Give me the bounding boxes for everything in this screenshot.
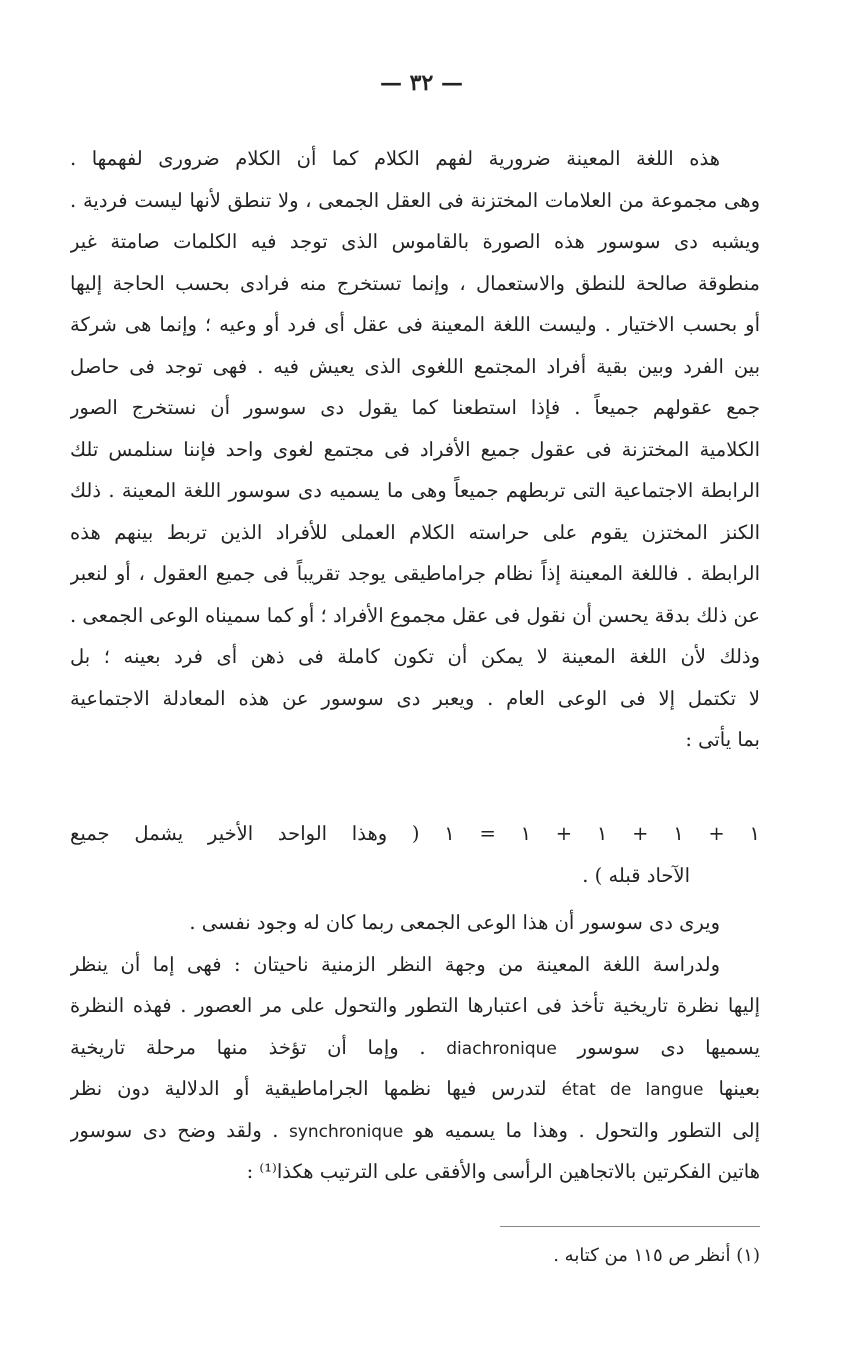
text-line-with-latin [70, 1068, 760, 1110]
arabic-segment: بعينها [718, 1077, 760, 1100]
text-line: بين الفرد وبين بقية أفراد المجتمع اللغوى الذى يعيش فيه . فهى توجد فى حاصل [70, 354, 760, 378]
text-line-with-latin [70, 1027, 760, 1069]
text-line: ويرى دى سوسور أن هذا الوعى الجمعى ربما كان له وجود نفسى . [189, 911, 720, 934]
text-line: لا تكتمل إلا فى الوعى العام . ويعبر دى سوسور عن هذه المعادلة الاجتماعية [70, 686, 760, 710]
paragraph-main [70, 138, 760, 761]
equation-continuation: الآحاد قبله ) . [582, 863, 690, 887]
arabic-segment: . ولقد وضح دى سوسور [70, 1118, 279, 1142]
text-line: هاتين الفكرتين بالاتجاهين الرأسى والأفقى على الترتيب هكذا⁽¹⁾ : [246, 1160, 760, 1183]
arabic-segment: يسميها دى سوسور [577, 1035, 760, 1059]
footnote-divider [500, 1226, 760, 1227]
equation-line: ١ + ١ + ١ + ١ = ١ ( وهذا الواحد الأخير يشمل جميع [70, 822, 760, 845]
arabic-segment: إلى التطور والتحول . وهذا ما يسميه هو [413, 1118, 760, 1142]
footnote: (١) أنظر ص ١١٥ من كتابه . [553, 1245, 760, 1266]
text-line: وهى مجموعة من العلامات المختزنة فى العقل الجمعى ، ولا تنطق لأنها ليست فردية . [70, 188, 760, 212]
text-line: هذه اللغة المعينة ضرورية لفهم الكلام كما أن الكلام ضرورى لفهمها . [70, 147, 720, 170]
text-line-with-latin [70, 1110, 760, 1152]
text-line: وذلك لأن اللغة المعينة لا يمكن أن تكون كاملة فى ذهن أى فرد بعينه ؛ بل [70, 645, 760, 668]
text-line: ولدراسة اللغة المعينة من وجهة النظر الزمنية ناحيتان : فهى إما أن ينظر [70, 952, 720, 976]
text-line: ويشبه دى سوسور هذه الصورة بالقاموس الذى توجد فيه الكلمات صامتة غير [70, 230, 760, 253]
text-line: أو بحسب الاختيار . وليست اللغة المعينة فى عقل أى فرد أو وعيه ؛ وإنما هى شركة [70, 313, 760, 336]
page-number: — ٣٢ — [380, 70, 463, 96]
paragraph-secondary [70, 902, 760, 1193]
latin-term-etat-de-langue: état de langue [561, 1080, 704, 1100]
text-line: منطوقة صالحة للنطق والاستعمال ، وإنما تستخرج منه فرادى بحسب الحاجة إليها [70, 271, 760, 295]
text-line: بما يأتى : [685, 728, 760, 751]
latin-term-diachronique: diachronique [446, 1038, 557, 1059]
text-line: إليها نظرة تاريخية تأخذ فى اعتبارها التطور والتحول على مر العصور . فهذه النظرة [70, 994, 760, 1017]
text-line: جمع عقولهم جميعاً . فإذا استطعنا كما يقول دى سوسور أن نستخرج الصور [70, 396, 760, 419]
text-line: الرابطة . فاللغة المعينة إذاً نظام جراماطيقى يوجد تقريباً فى جميع العقول ، أو لنعبر [70, 562, 760, 585]
text-line: الكلامية المختزنة فى عقول جميع الأفراد فى مجتمع لغوى واحد فإننا سنلمس تلك [70, 437, 760, 461]
arabic-segment: . وإما أن تؤخذ منها مرحلة تاريخية [70, 1035, 426, 1059]
text-line: الرابطة الاجتماعية التى تربطهم جميعاً وهى ما يسميه دى سوسور اللغة المعينة . ذلك [70, 479, 760, 502]
latin-term-synchronique: synchronique [288, 1121, 404, 1142]
text-line: عن ذلك بدقة يحسن أن نقول فى عقل مجموع الأفراد ؛ أو كما سميناه الوعى الجمعى . [70, 603, 760, 627]
arabic-segment: لتدرس فيها نظمها الجراماطيقية أو الدلالية دون نظر [70, 1077, 547, 1100]
text-line: الكنز المختزن يقوم على حراسته الكلام العملى للأفراد الذين تربط بينهم هذه [70, 520, 760, 544]
equation [70, 813, 760, 896]
